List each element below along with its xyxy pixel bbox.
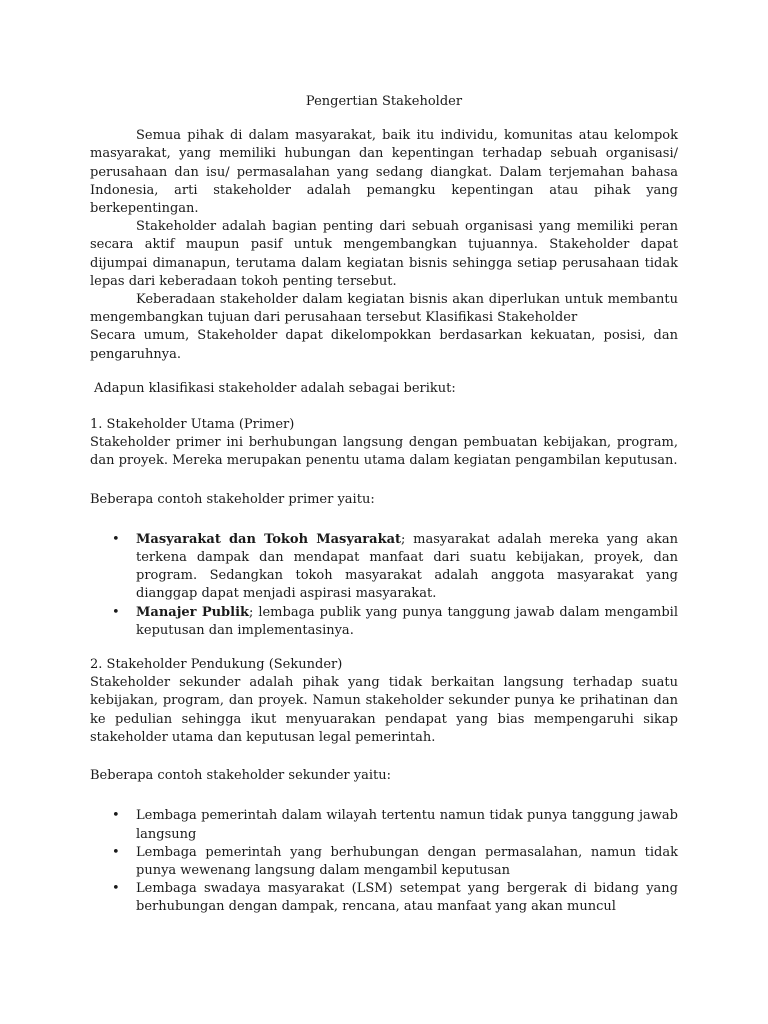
classification-intro: Adapun klasifikasi stakeholder adalah sebagai berikut: [94,380,456,396]
example-text: ; masyarakat adalah mereka yang akan terkena dampak dan mendapat manfaat dari suatu kebijakan, proyek, dan program. Sedangkan tokoh masyarakat adalah anggota masyarakat yang dianggap dapat menjadi aspirasi masyarakat. [136,531,678,602]
list-item [90,604,678,640]
bullet-icon: • [112,844,120,860]
example-bold-term: Manajer Publik [136,604,250,620]
secondary-examples-list [90,807,678,916]
list-item [90,531,678,604]
bullet-icon: • [112,881,120,897]
example-text: Lembaga pemerintah yang berhubungan dengan permasalahan, namun tidak punya wewenang langsung dalam mengambil keputusan [136,844,678,878]
primary-heading: 1. Stakeholder Utama (Primer) [90,417,295,433]
general-paragraph: Secara umum, Stakeholder dapat dikelompokkan berdasarkan kekuatan, posisi, dan pengaruhnya. [90,328,678,362]
secondary-description: Stakeholder sekunder adalah pihak yang tidak berkaitan langsung terhadap suatu kebijakan, program, dan proyek. Namun stakeholder sekunder punya ke prihatinan dan ke pedulian sehingga ikut menyuarakan pendapat yang bias mempengaruhi sikap stakeholder utama dan keputusan legal pemerintah. [90,675,678,745]
secondary-examples-intro: Beberapa contoh stakeholder sekunder yaitu: [90,768,391,784]
list-item [90,844,678,880]
list-item [90,880,678,916]
example-bold-term: Masyarakat dan Tokoh Masyarakat [136,531,402,547]
primary-description: Stakeholder primer ini berhubungan langsung dengan pembuatan kebijakan, program, dan proyek. Mereka merupakan penentu utama dalam kegiatan pengambilan keputusan. [90,435,678,469]
example-text: Lembaga swadaya masyarakat (LSM) setempat yang bergerak di bidang yang berhubungan dengan dampak, rencana, atau manfaat yang akan muncul [136,881,678,915]
page-title: Pengertian Stakeholder [305,94,463,109]
example-text: ; lembaga publik yang punya tanggung jawab dalam mengambil keputusan dan implementasinya. [136,604,678,638]
primary-examples-list [90,531,678,640]
bullet-icon: • [112,808,120,824]
primary-examples-intro: Beberapa contoh stakeholder primer yaitu: [90,491,375,507]
intro-paragraph-2: Stakeholder adalah bagian penting dari sebuah organisasi yang memiliki peran secara aktif maupun pasif untuk mengembangkan tujuannya. Stakeholder dapat dijumpai dimanapun, terutama dalam kegiatan bisnis sehingga setiap perusahaan tidak lepas dari keberadaan tokoh penting tersebut. [90,219,678,289]
bullet-icon: • [112,604,120,620]
document-page [90,93,678,917]
list-item [90,807,678,843]
bullet-icon: • [112,531,120,547]
example-text: Lembaga pemerintah dalam wilayah tertentu namun tidak punya tanggung jawab langsung [136,808,678,842]
intro-paragraph-1: Semua pihak di dalam masyarakat, baik itu individu, komunitas atau kelompok masyarakat, yang memiliki hubungan dan kepentingan terhadap sebuah organisasi/ perusahaan dan isu/ permasalahan yang sedang diangkat. Dalam terjemahan bahasa Indonesia, arti stakeholder adalah pemangku kepentingan atau pihak yang berkepentingan. [90,128,678,217]
secondary-heading: 2. Stakeholder Pendukung (Sekunder) [90,657,343,673]
intro-paragraph-3: Keberadaan stakeholder dalam kegiatan bisnis akan diperlukan untuk membantu mengembangkan tujuan dari perusahaan tersebut Klasifikasi Stakeholder [90,292,678,326]
